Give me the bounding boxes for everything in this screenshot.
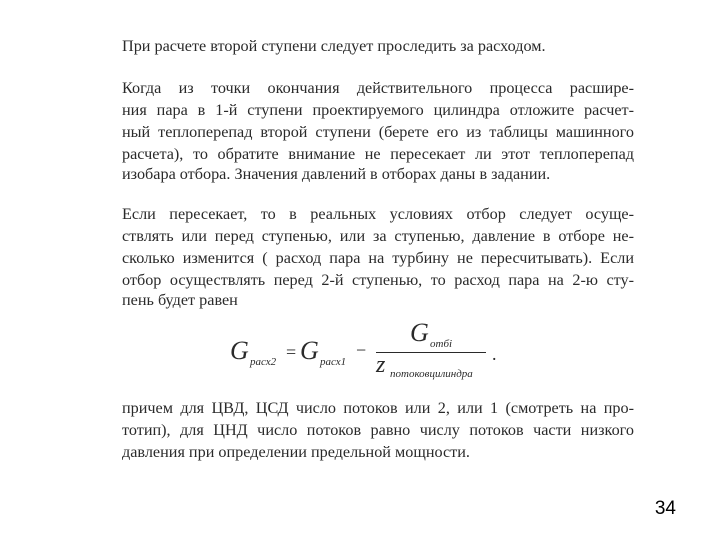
- formula-g-numerator: G: [410, 318, 429, 347]
- formula-sub-rash1: расх1: [320, 356, 347, 368]
- formula-g-left: G: [230, 336, 249, 365]
- paragraph-1-line-1: При расчете второй ступени следует проследить за расходом.: [122, 37, 546, 55]
- paragraph-4-line-3: давления при определении предельной мощности.: [122, 443, 470, 461]
- paragraph-3-line-3: сколько изменится ( расход пара на турбину не пересчитывать). Если: [122, 249, 634, 267]
- formula-minus: −: [356, 340, 367, 360]
- formula-sub-streams: потоковцилиндра: [390, 368, 473, 380]
- paragraph-2-line-5: изобара отбора. Значения давлений в отборах даны в задании.: [122, 165, 551, 183]
- formula-z: z: [376, 352, 386, 378]
- formula-sub-rash2: расх2: [250, 356, 277, 368]
- paragraph-4-line-2: тотип), для ЦНД число потоков равно числу потоков части низкого: [122, 421, 634, 439]
- formula-g-middle: G: [300, 336, 319, 365]
- flow-formula: [230, 318, 510, 382]
- paragraph-2-line-4: расчета), то обратите внимание не пересекает ли этот теплоперепад: [122, 145, 634, 163]
- paragraph-2-line-1: Когда из точки окончания действительного процесса расшире-: [122, 79, 634, 97]
- paragraph-2-line-2: ния пара в 1-й ступени проектируемого цилиндра отложите расчет-: [122, 101, 634, 119]
- formula-period: .: [492, 344, 497, 364]
- paragraph-3-line-4: отбор осуществлять перед 2-й ступенью, то расход пара на 2-ю сту-: [122, 271, 634, 289]
- page-number: 34: [654, 498, 676, 519]
- paragraph-3-line-2: ствлять или перед ступенью, или за ступенью, давление в отборе не-: [122, 227, 634, 245]
- paragraph-3-line-1: Если пересекает, то в реальных условиях отбор следует осуще-: [122, 205, 634, 223]
- formula-equals: =: [286, 342, 297, 362]
- formula-sub-otb: отбi: [430, 338, 453, 350]
- paragraph-4-line-1: причем для ЦВД, ЦСД число потоков или 2, или 1 (смотреть на про-: [122, 399, 634, 417]
- paragraph-3-line-5: пень будет равен: [122, 291, 238, 309]
- formula-fraction-bar: [376, 352, 486, 353]
- paragraph-2-line-3: ный теплоперепад второй ступени (берете его из таблицы машинного: [122, 123, 634, 141]
